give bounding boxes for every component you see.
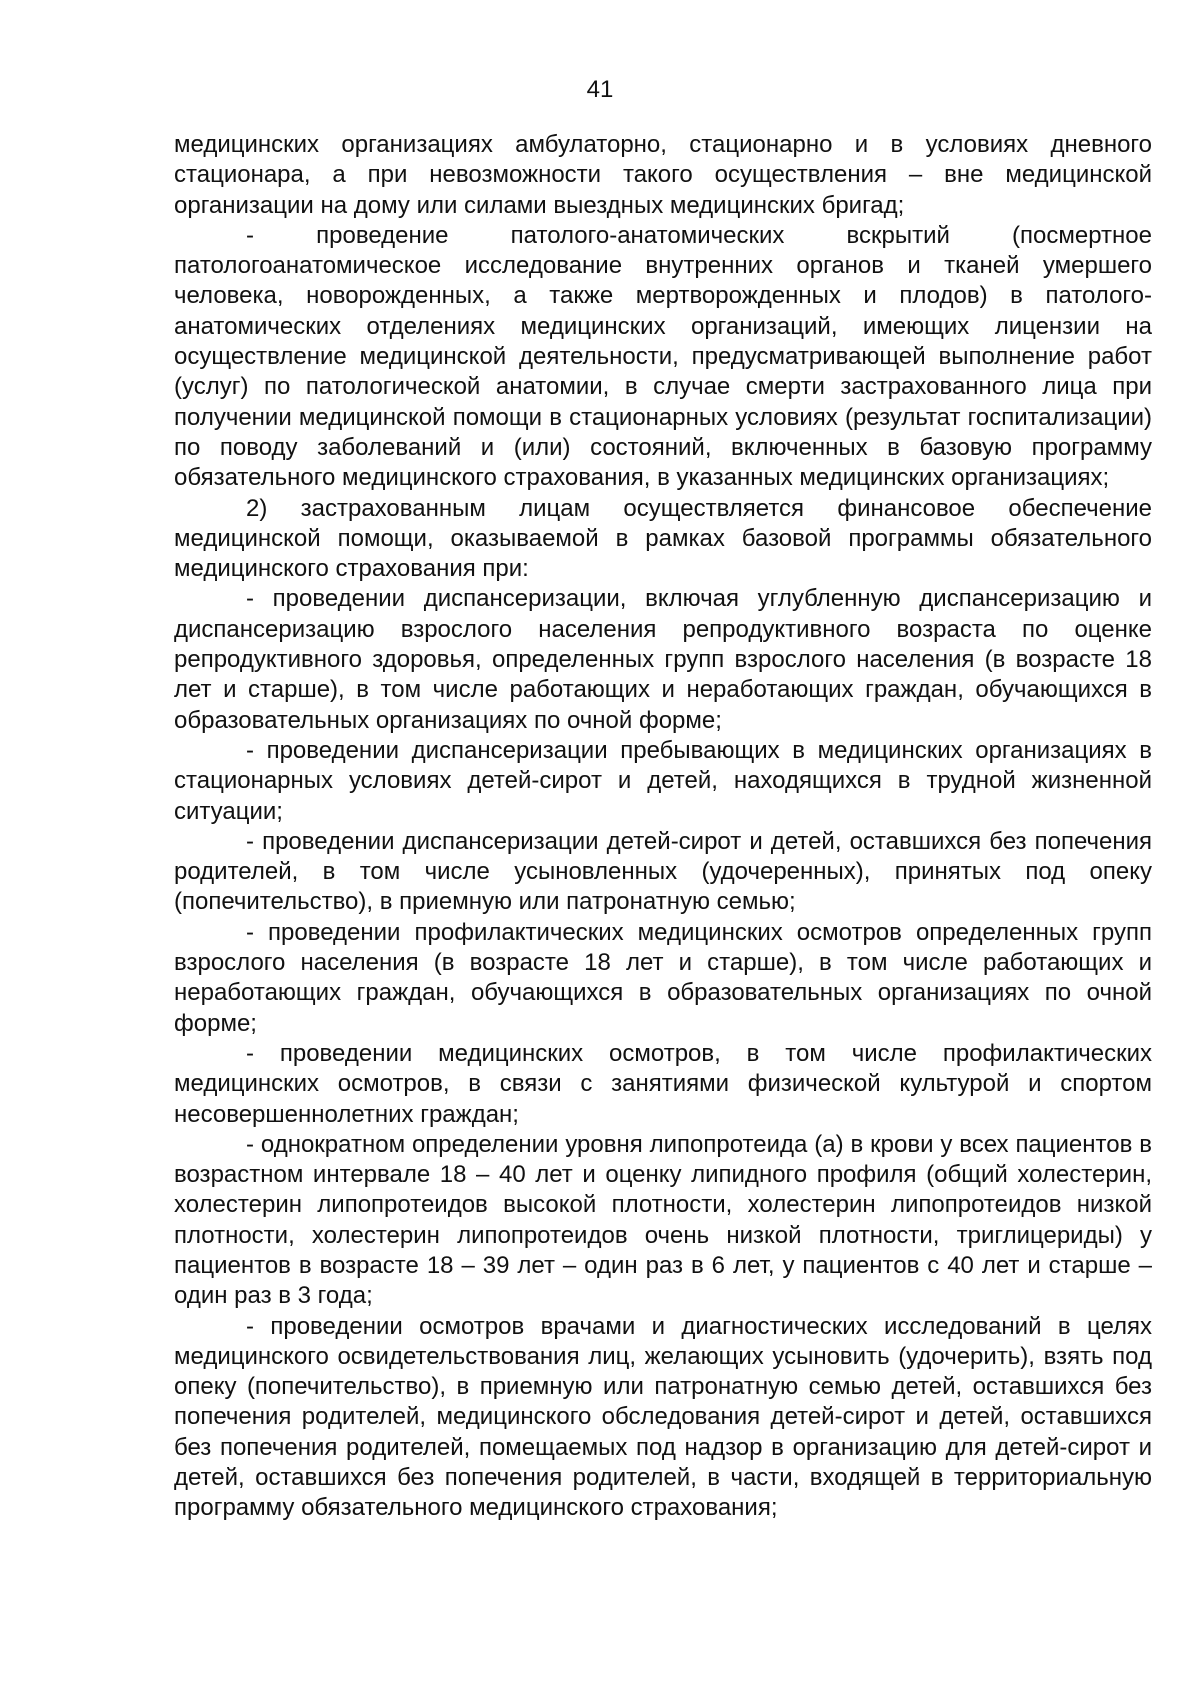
- paragraph: - проведении медицинских осмотров, в том числе профилактических медицинских осмотров, в связи с занятиями физической культурой и спортом несовершеннолетних граждан;: [174, 1039, 1152, 1128]
- paragraph: - однократном определении уровня липопротеида (а) в крови у всех пациентов в возрастном интервале 18 – 40 лет и оценку липидного профиля (общий холестерин, холестерин липопротеидов высокой плотности, холестерин липопротеидов низкой плотности, холестерин липопротеидов очень низкой плотности, триглицериды) у пациентов в возрасте 18 – 39 лет – один раз в 6 лет, у пациентов с 40 лет и старше – один раз в 3 года;: [174, 1130, 1152, 1310]
- body-text: [174, 130, 1152, 1524]
- paragraph: - проведении осмотров врачами и диагностических исследований в целях медицинского освидетельствования лиц, желающих усыновить (удочерить), взять под опеку (попечительство), в приемную или патронатную семью детей, оставшихся без попечения родителей, медицинского обследования детей-сирот и детей, оставшихся без попечения родителей, помещаемых под надзор в организацию для детей-сирот и детей, оставшихся без попечения родителей, в части, входящей в территориальную программу обязательного медицинского страхования;: [174, 1312, 1152, 1522]
- paragraph: 2) застрахованным лицам осуществляется финансовое обеспечение медицинской помощи, оказываемой в рамках базовой программы обязательного медицинского страхования при:: [174, 494, 1152, 583]
- paragraph: медицинских организациях амбулаторно, стационарно и в условиях дневного стационара, а при невозможности такого осуществления – вне медицинской организации на дому или силами выездных медицинских бригад;: [174, 131, 1152, 219]
- paragraph: - проведении диспансеризации пребывающих в медицинских организациях в стационарных условиях детей-сирот и детей, находящихся в трудной жизненной ситуации;: [174, 736, 1152, 825]
- paragraph: - проведении диспансеризации детей-сирот и детей, оставшихся без попечения родителей, в том числе усыновленных (удочеренных), принятых под опеку (попечительство), в приемную или патронатную семью;: [174, 827, 1152, 916]
- paragraph: - проведении диспансеризации, включая углубленную диспансеризацию и диспансеризацию взрослого населения репродуктивного возраста по оценке репродуктивного здоровья, определенных групп взрослого населения (в возрасте 18 лет и старше), в том числе работающих и неработающих граждан, обучающихся в образовательных организациях по очной форме;: [174, 585, 1152, 734]
- page-number: 41: [586, 76, 614, 103]
- paragraph: - проведении профилактических медицинских осмотров определенных групп взрослого населения (в возрасте 18 лет и старше), в том числе работающих и неработающих граждан, обучающихся в образовательных организациях по очной форме;: [174, 918, 1152, 1037]
- paragraph: - проведение патолого-анатомических вскрытий (посмертное патологоанатомическое исследование внутренних органов и тканей умершего человека, новорожденных, а также мертворожденных и плодов) в патолого-анатомических отделениях медицинских организаций, имеющих лицензии на осуществление медицинской деятельности, предусматривающей выполнение работ (услуг) по патологической анатомии, в случае смерти застрахованного лица при получении медицинской помощи в стационарных условиях (результат госпитализации) по поводу заболеваний и (или) состояний, включенных в базовую программу обязательного медицинского страхования, в указанных медицинских организациях;: [174, 221, 1152, 492]
